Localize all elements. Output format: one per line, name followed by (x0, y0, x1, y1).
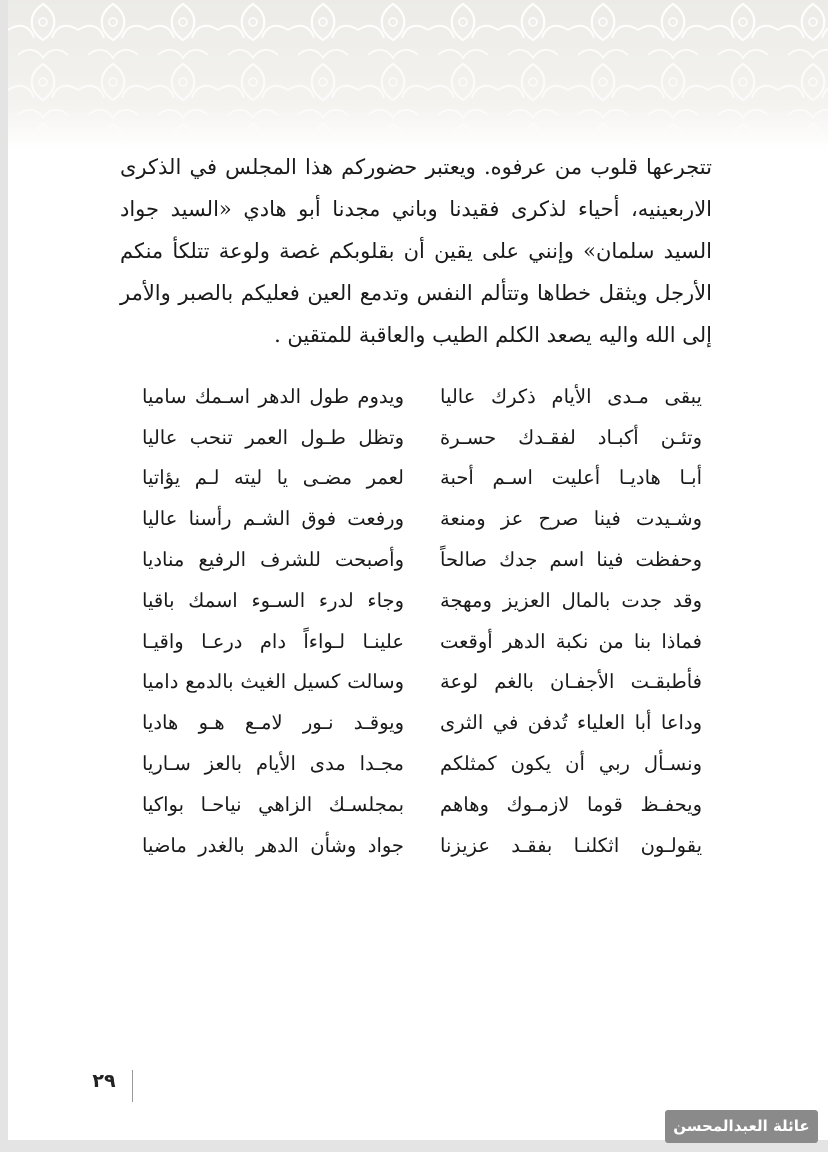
poem-verse (142, 784, 702, 825)
verse-first-hemistich: فماذا بنا من نكبة الدهر أوقعت (440, 629, 702, 653)
verse-first-hemistich: وشـيدت فينا صرح عز ومنعة (440, 507, 702, 531)
poem-verse (142, 498, 702, 539)
poem (142, 376, 702, 866)
poem-verse (142, 702, 702, 743)
verse-first-hemistich: وحفظت فينا اسم جدك صالحاً (440, 548, 702, 572)
poem-verse (142, 662, 702, 703)
verse-second-hemistich: علينـا لـواءاً دام درعـا واقيـا (142, 629, 404, 653)
poem-verse (142, 743, 702, 784)
book-page (8, 0, 828, 1140)
verse-second-hemistich: وسالت كسيل الغيث بالدمع داميا (142, 670, 404, 694)
verse-first-hemistich: ويحفـظ قوما لازمـوك وهاهم (440, 792, 702, 816)
poem-verse (142, 376, 702, 417)
verse-first-hemistich: يبقى مـدى الأيام ذكرك عاليا (440, 384, 702, 408)
prose-line: إلى الله واليه يصعد الكلم الطيب والعاقبة للمتقين . (274, 323, 712, 347)
prose-line: الأرجل ويثقل خطاها وتتألم النفس وتدمع العين فعليكم بالصبر والأمر (120, 281, 712, 305)
arabesque-ornament-icon (8, 0, 828, 150)
prose-line: السيد سلمان» وإنني على يقين أن بقلوبكم غصة ولوعة تتلكأ منكم (120, 239, 712, 263)
verse-first-hemistich: فأطبقـت الأجفـان بالغم لوعة (440, 670, 702, 694)
verse-second-hemistich: ورفعت فوق الشـم رأسنا عاليا (142, 507, 404, 531)
verse-second-hemistich: ويدوم طول الدهر اسـمك ساميا (142, 384, 404, 408)
page-number-divider (132, 1070, 133, 1102)
poem-verse (142, 825, 702, 866)
verse-second-hemistich: لعمر مضـى يا ليته لـم يؤاتيا (142, 466, 404, 490)
prose-paragraph (120, 146, 712, 356)
poem-verse (142, 417, 702, 458)
verse-second-hemistich: وأصبحت للشرف الرفيع مناديا (142, 548, 404, 572)
verse-first-hemistich: وداعا أبا العلياء تُدفن في الثرى (440, 711, 702, 735)
verse-first-hemistich: وتئـن أكبـاد لفقـدك حسـرة (440, 425, 702, 449)
verse-second-hemistich: وجاء لدرء السـوء اسمك باقيا (142, 588, 404, 612)
prose-line: تتجرعها قلوب من عرفوه. ويعتبر حضوركم هذا المجلس في الذكرى (120, 155, 712, 179)
verse-first-hemistich: أبـا هاديـا أعليت اسـم أحبة (440, 466, 702, 490)
poem-verse (142, 621, 702, 662)
verse-first-hemistich: يقولـون اثكلنـا بفقـد عزيزنا (440, 833, 702, 857)
verse-second-hemistich: ويوقـد نـور لامـع هـو هاديا (142, 711, 404, 735)
prose-line: الاربعينيه، أحياء لذكرى فقيدنا وباني مجدنا أبو هادي «السيد جواد (120, 197, 712, 221)
poem-verse (142, 539, 702, 580)
page-number: ٢٩ (92, 1070, 116, 1092)
verse-second-hemistich: مجـدا مدى الأيام بالعز سـاريا (142, 752, 404, 776)
poem-verse (142, 458, 702, 499)
verse-first-hemistich: وقد جدت بالمال العزيز ومهجة (440, 588, 702, 612)
verse-first-hemistich: ونسـأل ربي أن يكون كمثلكم (440, 752, 702, 776)
verse-second-hemistich: وتظل طـول العمر تنحب عاليا (142, 425, 404, 449)
verse-second-hemistich: جواد وشأن الدهر بالغدر ماضيا (142, 833, 404, 857)
verse-second-hemistich: بمجلسـك الزاهي نياحـا بواكيا (142, 792, 404, 816)
watermark-badge: عائلة العبدالمحسن (665, 1110, 818, 1143)
poem-verse (142, 580, 702, 621)
